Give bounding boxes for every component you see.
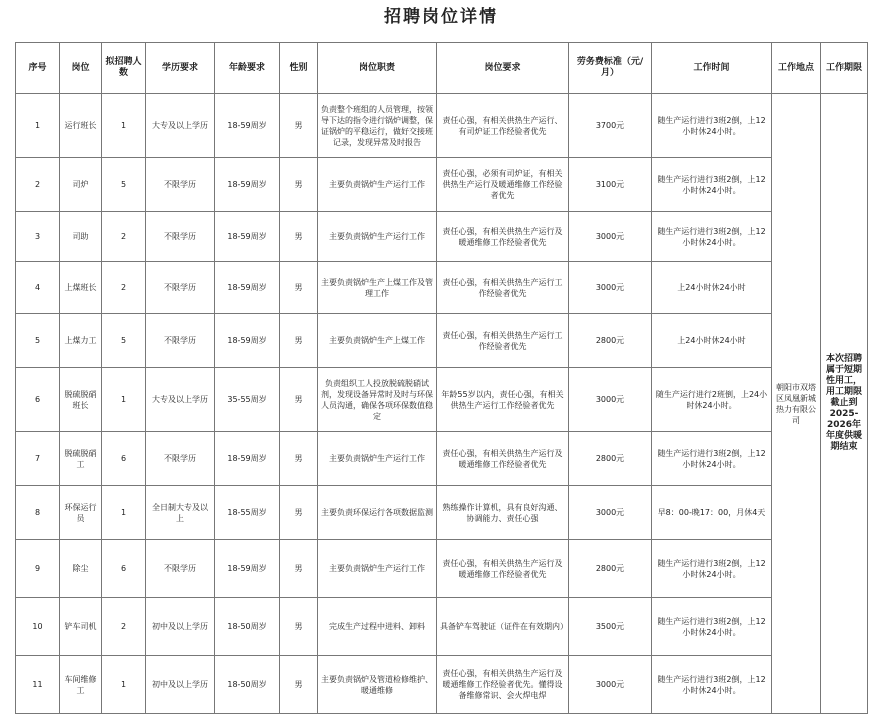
cell-edu: 不限学历 xyxy=(146,212,215,262)
table-row xyxy=(16,262,868,314)
cell-work-time: 随生产运行进行3班2倒，上12小时休24小时。 xyxy=(652,540,772,598)
cell-pay: 2800元 xyxy=(569,540,652,598)
table-row xyxy=(16,314,868,368)
cell-count: 2 xyxy=(102,598,146,656)
cell-pay: 3000元 xyxy=(569,486,652,540)
cell-age: 18-59周岁 xyxy=(215,314,280,368)
cell-requirement: 责任心强，有相关供热生产运行及暖通维修工作经验者优先 xyxy=(437,432,569,486)
cell-age: 18-59周岁 xyxy=(215,262,280,314)
cell-no: 9 xyxy=(16,540,60,598)
cell-post: 脱硫脱硝班长 xyxy=(60,368,102,432)
cell-post: 上煤力工 xyxy=(60,314,102,368)
cell-age: 18-50周岁 xyxy=(215,656,280,714)
header-location: 工作地点 xyxy=(772,43,821,94)
cell-edu: 不限学历 xyxy=(146,262,215,314)
cell-edu: 大专及以上学历 xyxy=(146,94,215,158)
cell-duty: 负责组织工人投放脱硫脱硝试剂，发现设备异常时及时与环保人员沟通，确保各项环保数值稳定 xyxy=(318,368,437,432)
cell-count: 6 xyxy=(102,540,146,598)
cell-age: 18-59周岁 xyxy=(215,432,280,486)
cell-duty: 主要负责环保运行各项数据监测 xyxy=(318,486,437,540)
header-pay: 劳务费标准（元/月） xyxy=(569,43,652,94)
cell-duty: 负责整个班组的人员管理，按领导下达的指令进行锅炉调整，保证锅炉的平稳运行，做好交接班记录，发现异常及时报告 xyxy=(318,94,437,158)
cell-duty: 主要负责锅炉生产运行工作 xyxy=(318,212,437,262)
table-row xyxy=(16,598,868,656)
cell-work-time: 随生产运行进行3班2倒，上12小时休24小时。 xyxy=(652,656,772,714)
cell-gender: 男 xyxy=(280,540,318,598)
cell-work-time: 上24小时休24小时 xyxy=(652,262,772,314)
table-row xyxy=(16,486,868,540)
cell-gender: 男 xyxy=(280,158,318,212)
cell-work-time: 随生产运行进行3班2倒，上12小时休24小时。 xyxy=(652,158,772,212)
cell-gender: 男 xyxy=(280,314,318,368)
table-row xyxy=(16,656,868,714)
header-edu: 学历要求 xyxy=(146,43,215,94)
cell-edu: 初中及以上学历 xyxy=(146,598,215,656)
cell-pay: 2800元 xyxy=(569,432,652,486)
cell-no: 6 xyxy=(16,368,60,432)
cell-no: 7 xyxy=(16,432,60,486)
header-row xyxy=(16,43,868,94)
cell-age: 18-55周岁 xyxy=(215,486,280,540)
cell-no: 5 xyxy=(16,314,60,368)
cell-requirement: 年龄55岁以内，责任心强，有相关供热生产运行工作经验者优先 xyxy=(437,368,569,432)
cell-post: 铲车司机 xyxy=(60,598,102,656)
cell-gender: 男 xyxy=(280,368,318,432)
cell-requirement: 责任心强，有相关供热生产运行及暖通维修工作经验者优先。懂得设备维修常识、会火焊电焊 xyxy=(437,656,569,714)
cell-requirement: 责任心强，有相关供热生产运行、有司炉证工作经验者优先 xyxy=(437,94,569,158)
table-row xyxy=(16,540,868,598)
cell-location: 朝阳市双塔区凤凰新城热力有限公司 xyxy=(772,94,821,714)
cell-pay: 2800元 xyxy=(569,314,652,368)
cell-count: 5 xyxy=(102,314,146,368)
header-age: 年龄要求 xyxy=(215,43,280,94)
cell-duty: 主要负责锅炉生产运行工作 xyxy=(318,158,437,212)
cell-gender: 男 xyxy=(280,262,318,314)
cell-gender: 男 xyxy=(280,598,318,656)
cell-no: 4 xyxy=(16,262,60,314)
cell-requirement: 责任心强，有相关供热生产运行工作经验者优先 xyxy=(437,262,569,314)
cell-count: 1 xyxy=(102,94,146,158)
cell-count: 1 xyxy=(102,656,146,714)
cell-count: 6 xyxy=(102,432,146,486)
cell-count: 1 xyxy=(102,486,146,540)
header-post: 岗位 xyxy=(60,43,102,94)
cell-edu: 不限学历 xyxy=(146,432,215,486)
header-requirement: 岗位要求 xyxy=(437,43,569,94)
cell-pay: 3100元 xyxy=(569,158,652,212)
cell-requirement: 具备铲车驾驶证（证件在有效期内） xyxy=(437,598,569,656)
cell-requirement: 责任心强，必须有司炉证，有相关供热生产运行及暖通维修工作经验者优先 xyxy=(437,158,569,212)
cell-gender: 男 xyxy=(280,432,318,486)
header-work-time: 工作时间 xyxy=(652,43,772,94)
cell-edu: 初中及以上学历 xyxy=(146,656,215,714)
cell-gender: 男 xyxy=(280,94,318,158)
cell-edu: 不限学历 xyxy=(146,314,215,368)
cell-duty: 主要负责锅炉生产上煤工作及管理工作 xyxy=(318,262,437,314)
table-row xyxy=(16,94,868,158)
cell-work-time: 早8：00-晚17：00，月休4天 xyxy=(652,486,772,540)
table-row xyxy=(16,368,868,432)
cell-edu: 全日制大专及以上 xyxy=(146,486,215,540)
cell-post: 司助 xyxy=(60,212,102,262)
cell-no: 11 xyxy=(16,656,60,714)
cell-term: 本次招聘属于短期性用工，用工期限截止到2025-2026年年度供暖期结束 xyxy=(821,94,868,714)
cell-no: 10 xyxy=(16,598,60,656)
cell-age: 18-59周岁 xyxy=(215,212,280,262)
cell-age: 18-59周岁 xyxy=(215,94,280,158)
cell-pay: 3000元 xyxy=(569,656,652,714)
table-row xyxy=(16,432,868,486)
cell-work-time: 随生产运行进行3班2倒，上12小时休24小时。 xyxy=(652,212,772,262)
cell-pay: 3500元 xyxy=(569,598,652,656)
cell-work-time: 随生产运行进行3班2倒，上12小时休24小时。 xyxy=(652,432,772,486)
cell-edu: 大专及以上学历 xyxy=(146,368,215,432)
table-row xyxy=(16,158,868,212)
cell-work-time: 随生产运行进行3班2倒，上12小时休24小时。 xyxy=(652,598,772,656)
header-duty: 岗位职责 xyxy=(318,43,437,94)
cell-count: 5 xyxy=(102,158,146,212)
cell-duty: 主要负责锅炉生产运行工作 xyxy=(318,432,437,486)
page-title: 招聘岗位详情 xyxy=(384,7,498,27)
cell-no: 1 xyxy=(16,94,60,158)
cell-edu: 不限学历 xyxy=(146,158,215,212)
cell-gender: 男 xyxy=(280,656,318,714)
cell-post: 运行班长 xyxy=(60,94,102,158)
header-count: 拟招聘人数 xyxy=(102,43,146,94)
cell-pay: 3000元 xyxy=(569,368,652,432)
cell-pay: 3700元 xyxy=(569,94,652,158)
cell-pay: 3000元 xyxy=(569,212,652,262)
cell-no: 3 xyxy=(16,212,60,262)
cell-age: 18-59周岁 xyxy=(215,540,280,598)
cell-post: 除尘 xyxy=(60,540,102,598)
cell-pay: 3000元 xyxy=(569,262,652,314)
header-no: 序号 xyxy=(16,43,60,94)
cell-post: 司炉 xyxy=(60,158,102,212)
cell-duty: 主要负责锅炉及管道检修维护、暖通维修 xyxy=(318,656,437,714)
recruitment-table xyxy=(15,42,868,714)
cell-post: 脱硫脱硝工 xyxy=(60,432,102,486)
cell-post: 上煤班长 xyxy=(60,262,102,314)
cell-age: 18-50周岁 xyxy=(215,598,280,656)
cell-duty: 主要负责锅炉生产运行工作 xyxy=(318,540,437,598)
cell-post: 环保运行员 xyxy=(60,486,102,540)
cell-duty: 主要负责锅炉生产上煤工作 xyxy=(318,314,437,368)
cell-count: 2 xyxy=(102,262,146,314)
cell-age: 35-55周岁 xyxy=(215,368,280,432)
cell-requirement: 责任心强，有相关供热生产运行工作经验者优先 xyxy=(437,314,569,368)
cell-work-time: 随生产运行进行3班2倒，上12小时休24小时。 xyxy=(652,94,772,158)
cell-edu: 不限学历 xyxy=(146,540,215,598)
cell-no: 2 xyxy=(16,158,60,212)
cell-count: 2 xyxy=(102,212,146,262)
cell-age: 18-59周岁 xyxy=(215,158,280,212)
cell-work-time: 上24小时休24小时 xyxy=(652,314,772,368)
table-row xyxy=(16,212,868,262)
cell-post: 车间维修工 xyxy=(60,656,102,714)
cell-gender: 男 xyxy=(280,486,318,540)
header-term: 工作期限 xyxy=(821,43,868,94)
cell-duty: 完成生产过程中进料、卸料 xyxy=(318,598,437,656)
cell-work-time: 随生产运行进行2班倒，上24小时休24小时。 xyxy=(652,368,772,432)
header-gender: 性别 xyxy=(280,43,318,94)
cell-gender: 男 xyxy=(280,212,318,262)
cell-count: 1 xyxy=(102,368,146,432)
cell-requirement: 熟练操作计算机，具有良好沟通、协调能力、责任心强 xyxy=(437,486,569,540)
cell-no: 8 xyxy=(16,486,60,540)
cell-requirement: 责任心强，有相关供热生产运行及暖通维修工作经验者优先 xyxy=(437,540,569,598)
cell-requirement: 责任心强，有相关供热生产运行及暖通维修工作经验者优先 xyxy=(437,212,569,262)
